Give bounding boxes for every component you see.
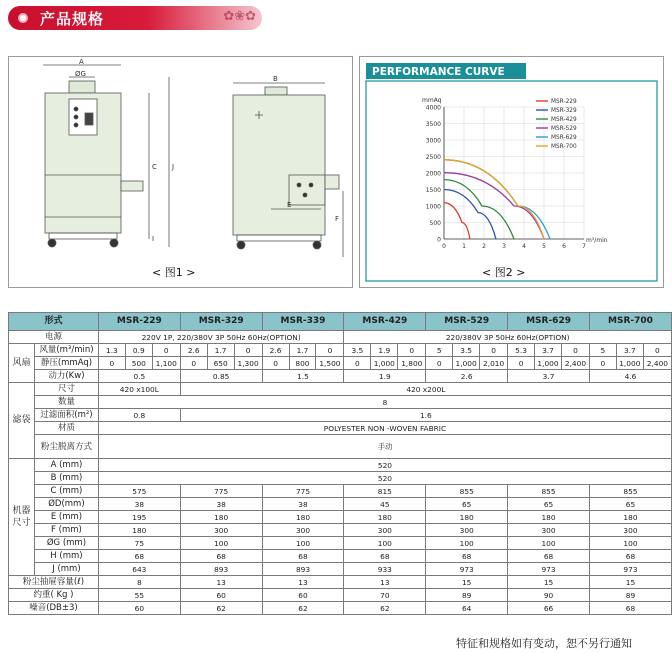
legend-label: MSR-229	[551, 99, 577, 106]
table-cell: 1,500	[316, 357, 344, 370]
table-cell: 893	[262, 563, 344, 576]
figure1-box	[8, 56, 353, 288]
dust-collector-drawing	[9, 57, 352, 287]
dim-label-c: C	[152, 163, 157, 171]
row-label: 材质	[34, 422, 98, 435]
x-tick-label: 2	[482, 243, 486, 250]
table-cell: 89	[589, 589, 671, 602]
table-row	[9, 459, 672, 472]
table-cell: 0	[152, 344, 180, 357]
y-tick-label: 2500	[425, 154, 441, 161]
row-label: E (mm)	[34, 511, 98, 524]
y-tick-label: 3000	[425, 137, 441, 145]
table-cell: 1,000	[453, 357, 480, 370]
row-label: 约重( Kg )	[9, 589, 99, 602]
dim-label-b: B	[273, 75, 278, 83]
y-tick-label: 4000	[425, 104, 441, 112]
table-cell: 100	[344, 537, 426, 550]
table-cell: 5	[426, 344, 453, 357]
table-cell: 643	[98, 563, 180, 576]
table-cell: 3.5	[344, 344, 371, 357]
table-cell: 195	[98, 511, 180, 524]
table-header-row	[9, 313, 672, 331]
table-cell: 575	[98, 485, 180, 498]
table-cell: 180	[180, 511, 262, 524]
table-cell: 520	[98, 459, 671, 472]
table-row	[9, 537, 672, 550]
table-row	[9, 602, 672, 615]
table-cell: 62	[262, 602, 344, 615]
table-cell: 62	[344, 602, 426, 615]
dim-label-i: I	[152, 235, 155, 243]
table-cell: 0.5	[98, 370, 180, 383]
table-cell: 775	[180, 485, 262, 498]
table-cell: 1.5	[262, 370, 344, 383]
table-cell: 0	[480, 344, 508, 357]
table-cell: 1,000	[616, 357, 643, 370]
table-cell: 68	[180, 550, 262, 563]
table-cell: 0.9	[125, 344, 152, 357]
table-cell: 1.9	[344, 370, 426, 383]
table-cell: 2,010	[480, 357, 508, 370]
table-cell: 2,400	[561, 357, 589, 370]
y-tick-label: 1500	[425, 187, 441, 194]
legend-label: MSR-429	[551, 117, 577, 124]
table-cell: 2.6	[180, 344, 207, 357]
table-cell: 1.3	[98, 344, 125, 357]
row-label: 噪音(DB±3)	[9, 602, 99, 615]
table-row	[9, 409, 672, 422]
spec-table	[8, 312, 672, 615]
table-cell: 2,400	[643, 357, 671, 370]
table-cell: 64	[426, 602, 508, 615]
table-cell: 100	[180, 537, 262, 550]
table-cell: 60	[98, 602, 180, 615]
legend-label: MSR-529	[551, 126, 577, 133]
x-tick-label: 1	[462, 243, 466, 250]
x-tick-label: 0	[442, 243, 446, 250]
x-tick-label: 6	[562, 243, 566, 250]
table-cell: 0	[234, 344, 262, 357]
header-model: MSR-700	[589, 313, 671, 331]
table-cell: 2.6	[262, 344, 289, 357]
table-cell: 893	[180, 563, 262, 576]
footnote: 特征和规格如有变动，恕不另行通知	[456, 637, 632, 650]
table-cell: 0	[426, 357, 453, 370]
legend-label: MSR-700	[551, 144, 577, 151]
y-axis-label: mmAq	[422, 97, 442, 104]
row-label: 动力(Kw)	[34, 370, 98, 383]
table-cell: 1.9	[371, 344, 398, 357]
y-tick-label: 1000	[425, 203, 441, 211]
table-cell: 70	[344, 589, 426, 602]
table-cell: 60	[262, 589, 344, 602]
table-cell: 13	[180, 576, 262, 589]
group-label-machine: 机器尺寸	[9, 459, 35, 576]
header-type: 形式	[9, 313, 99, 331]
table-cell: 65	[508, 498, 590, 511]
table-cell: 68	[344, 550, 426, 563]
table-cell: 1,300	[234, 357, 262, 370]
section-banner	[8, 6, 262, 30]
header-model: MSR-429	[344, 313, 426, 331]
legend-label: MSR-629	[551, 135, 577, 142]
table-cell: 1,000	[371, 357, 398, 370]
table-cell: 855	[426, 485, 508, 498]
floral-decoration-icon: ✿❀✿	[223, 9, 256, 24]
dim-label-e: E	[287, 201, 292, 209]
table-cell: 100	[508, 537, 590, 550]
table-cell: 300	[180, 524, 262, 537]
table-cell: 300	[262, 524, 344, 537]
group-label-fan: 风扇	[9, 344, 35, 383]
row-label: ØG (mm)	[34, 537, 98, 550]
table-cell: POLYESTER NON -WOVEN FABRIC	[98, 422, 671, 435]
table-cell: 38	[180, 498, 262, 511]
table-cell: 55	[98, 589, 180, 602]
section-title: 产品规格	[40, 10, 105, 28]
table-row	[9, 435, 672, 459]
table-cell: 180	[262, 511, 344, 524]
table-row	[9, 485, 672, 498]
table-cell: 1.6	[180, 409, 671, 422]
table-cell: 68	[589, 550, 671, 563]
table-cell: 220V 1P, 220/380V 3P 50Hz 60Hz(OPTION)	[98, 331, 343, 344]
table-cell: 60	[180, 589, 262, 602]
header-model: MSR-329	[180, 313, 262, 331]
table-cell: 68	[508, 550, 590, 563]
x-tick-label: 5	[542, 243, 546, 250]
table-cell: 0	[398, 344, 426, 357]
table-cell: 180	[508, 511, 590, 524]
table-cell: 520	[98, 472, 671, 485]
table-cell: 300	[344, 524, 426, 537]
table-row	[9, 331, 672, 344]
table-cell: 815	[344, 485, 426, 498]
table-cell: 3.5	[453, 344, 480, 357]
table-cell: 180	[589, 511, 671, 524]
table-cell: 4.6	[589, 370, 671, 383]
table-cell: 1,000	[535, 357, 562, 370]
table-cell: 0	[561, 344, 589, 357]
table-cell: 5.3	[508, 344, 535, 357]
table-cell: 45	[344, 498, 426, 511]
table-cell: 180	[98, 524, 180, 537]
table-row	[9, 396, 672, 409]
table-cell: 973	[589, 563, 671, 576]
table-cell: 38	[98, 498, 180, 511]
header-model: MSR-339	[262, 313, 344, 331]
row-label: 过滤面积(m²)	[34, 409, 98, 422]
y-tick-label: 500	[429, 220, 441, 227]
table-cell: 933	[344, 563, 426, 576]
dim-label-a: A	[79, 58, 84, 66]
table-cell: 1,100	[152, 357, 180, 370]
row-label: 静压(mmAq)	[34, 357, 98, 370]
dim-label-j: J	[172, 163, 175, 171]
table-cell: 420 x200L	[180, 383, 671, 396]
x-tick-label: 3	[502, 243, 506, 250]
table-cell: 0.8	[98, 409, 180, 422]
table-cell: 15	[426, 576, 508, 589]
row-label: 粉尘抽屉容量(ℓ)	[9, 576, 99, 589]
table-row	[9, 550, 672, 563]
table-cell: 0	[316, 344, 344, 357]
table-cell: 13	[262, 576, 344, 589]
figure2-caption: < 图2 >	[482, 266, 526, 279]
x-axis-label: m³/min	[586, 237, 608, 244]
table-cell: 1.7	[207, 344, 234, 357]
legend-label: MSR-329	[551, 108, 577, 115]
x-tick-label: 4	[522, 243, 526, 250]
table-cell: 8	[98, 396, 671, 409]
table-row	[9, 370, 672, 383]
table-cell: 973	[508, 563, 590, 576]
chart-title: PERFORMANCE CURVE	[372, 66, 505, 78]
row-label: 粉尘脱离方式	[34, 435, 98, 459]
table-row	[9, 344, 672, 357]
table-cell: 180	[344, 511, 426, 524]
table-cell: 68	[98, 550, 180, 563]
table-cell: 650	[207, 357, 234, 370]
table-row	[9, 576, 672, 589]
y-tick-label: 3500	[425, 121, 441, 128]
table-cell: 855	[589, 485, 671, 498]
group-label-filter: 滤袋	[9, 383, 35, 459]
table-cell: 300	[426, 524, 508, 537]
row-label: 数量	[34, 396, 98, 409]
table-row	[9, 498, 672, 511]
table-cell: 0	[98, 357, 125, 370]
figure2-box	[359, 56, 664, 288]
table-cell: 0	[344, 357, 371, 370]
table-cell: 3.7	[616, 344, 643, 357]
row-label: 风量(m³/min)	[34, 344, 98, 357]
table-cell: 800	[289, 357, 316, 370]
table-cell: 75	[98, 537, 180, 550]
table-cell: 68	[262, 550, 344, 563]
table-cell: 220/380V 3P 50Hz 60Hz(OPTION)	[344, 331, 672, 344]
table-cell: 100	[589, 537, 671, 550]
table-cell: 100	[426, 537, 508, 550]
table-cell: 5	[589, 344, 616, 357]
row-label: ØD(mm)	[34, 498, 98, 511]
table-row	[9, 524, 672, 537]
table-cell: 68	[426, 550, 508, 563]
table-cell: 775	[262, 485, 344, 498]
table-cell: 38	[262, 498, 344, 511]
dim-label-g: ØG	[75, 70, 86, 78]
table-cell: 3.7	[508, 370, 590, 383]
machine-dimension-rows	[9, 459, 672, 576]
table-cell: 300	[508, 524, 590, 537]
table-cell: 8	[98, 576, 180, 589]
table-cell: 90	[508, 589, 590, 602]
row-label: J (mm)	[34, 563, 98, 576]
table-cell: 66	[508, 602, 590, 615]
row-label: 尺寸	[34, 383, 98, 396]
table-cell: 89	[426, 589, 508, 602]
header-model: MSR-229	[98, 313, 180, 331]
table-cell: 0	[643, 344, 671, 357]
table-cell: 65	[589, 498, 671, 511]
table-cell: 62	[180, 602, 262, 615]
table-cell: 2.6	[426, 370, 508, 383]
header-model: MSR-529	[426, 313, 508, 331]
table-cell: 180	[426, 511, 508, 524]
table-row	[9, 472, 672, 485]
table-cell: 0	[180, 357, 207, 370]
table-row	[9, 563, 672, 576]
performance-chart	[360, 57, 663, 287]
row-label: H (mm)	[34, 550, 98, 563]
table-cell: 973	[426, 563, 508, 576]
table-cell: 手动	[98, 435, 671, 459]
table-cell: 500	[125, 357, 152, 370]
table-row	[9, 422, 672, 435]
dim-label-f: F	[335, 215, 340, 223]
row-label: F (mm)	[34, 524, 98, 537]
y-tick-label: 2000	[425, 170, 441, 178]
table-cell: 15	[508, 576, 590, 589]
chart-panel	[366, 81, 657, 281]
table-cell: 15	[589, 576, 671, 589]
figure1-caption: < 图1 >	[152, 266, 196, 279]
table-row	[9, 383, 672, 396]
table-cell: 68	[589, 602, 671, 615]
row-label: A (mm)	[34, 459, 98, 472]
row-label: 电源	[9, 331, 99, 344]
table-cell: 855	[508, 485, 590, 498]
table-cell: 0	[508, 357, 535, 370]
table-row	[9, 589, 672, 602]
table-row	[9, 511, 672, 524]
bullet-icon	[18, 13, 28, 23]
table-cell: 300	[589, 524, 671, 537]
table-cell: 1.7	[289, 344, 316, 357]
y-tick-label: 0	[437, 236, 441, 244]
table-cell: 420 x100L	[98, 383, 180, 396]
table-cell: 13	[344, 576, 426, 589]
table-row	[9, 357, 672, 370]
table-cell: 0	[589, 357, 616, 370]
header-model: MSR-629	[508, 313, 590, 331]
table-cell: 0	[262, 357, 289, 370]
row-label: B (mm)	[34, 472, 98, 485]
table-cell: 3.7	[535, 344, 562, 357]
table-cell: 0.85	[180, 370, 262, 383]
table-cell: 65	[426, 498, 508, 511]
table-cell: 1,800	[398, 357, 426, 370]
x-tick-label: 7	[582, 243, 586, 250]
row-label: C (mm)	[34, 485, 98, 498]
table-cell: 100	[262, 537, 344, 550]
